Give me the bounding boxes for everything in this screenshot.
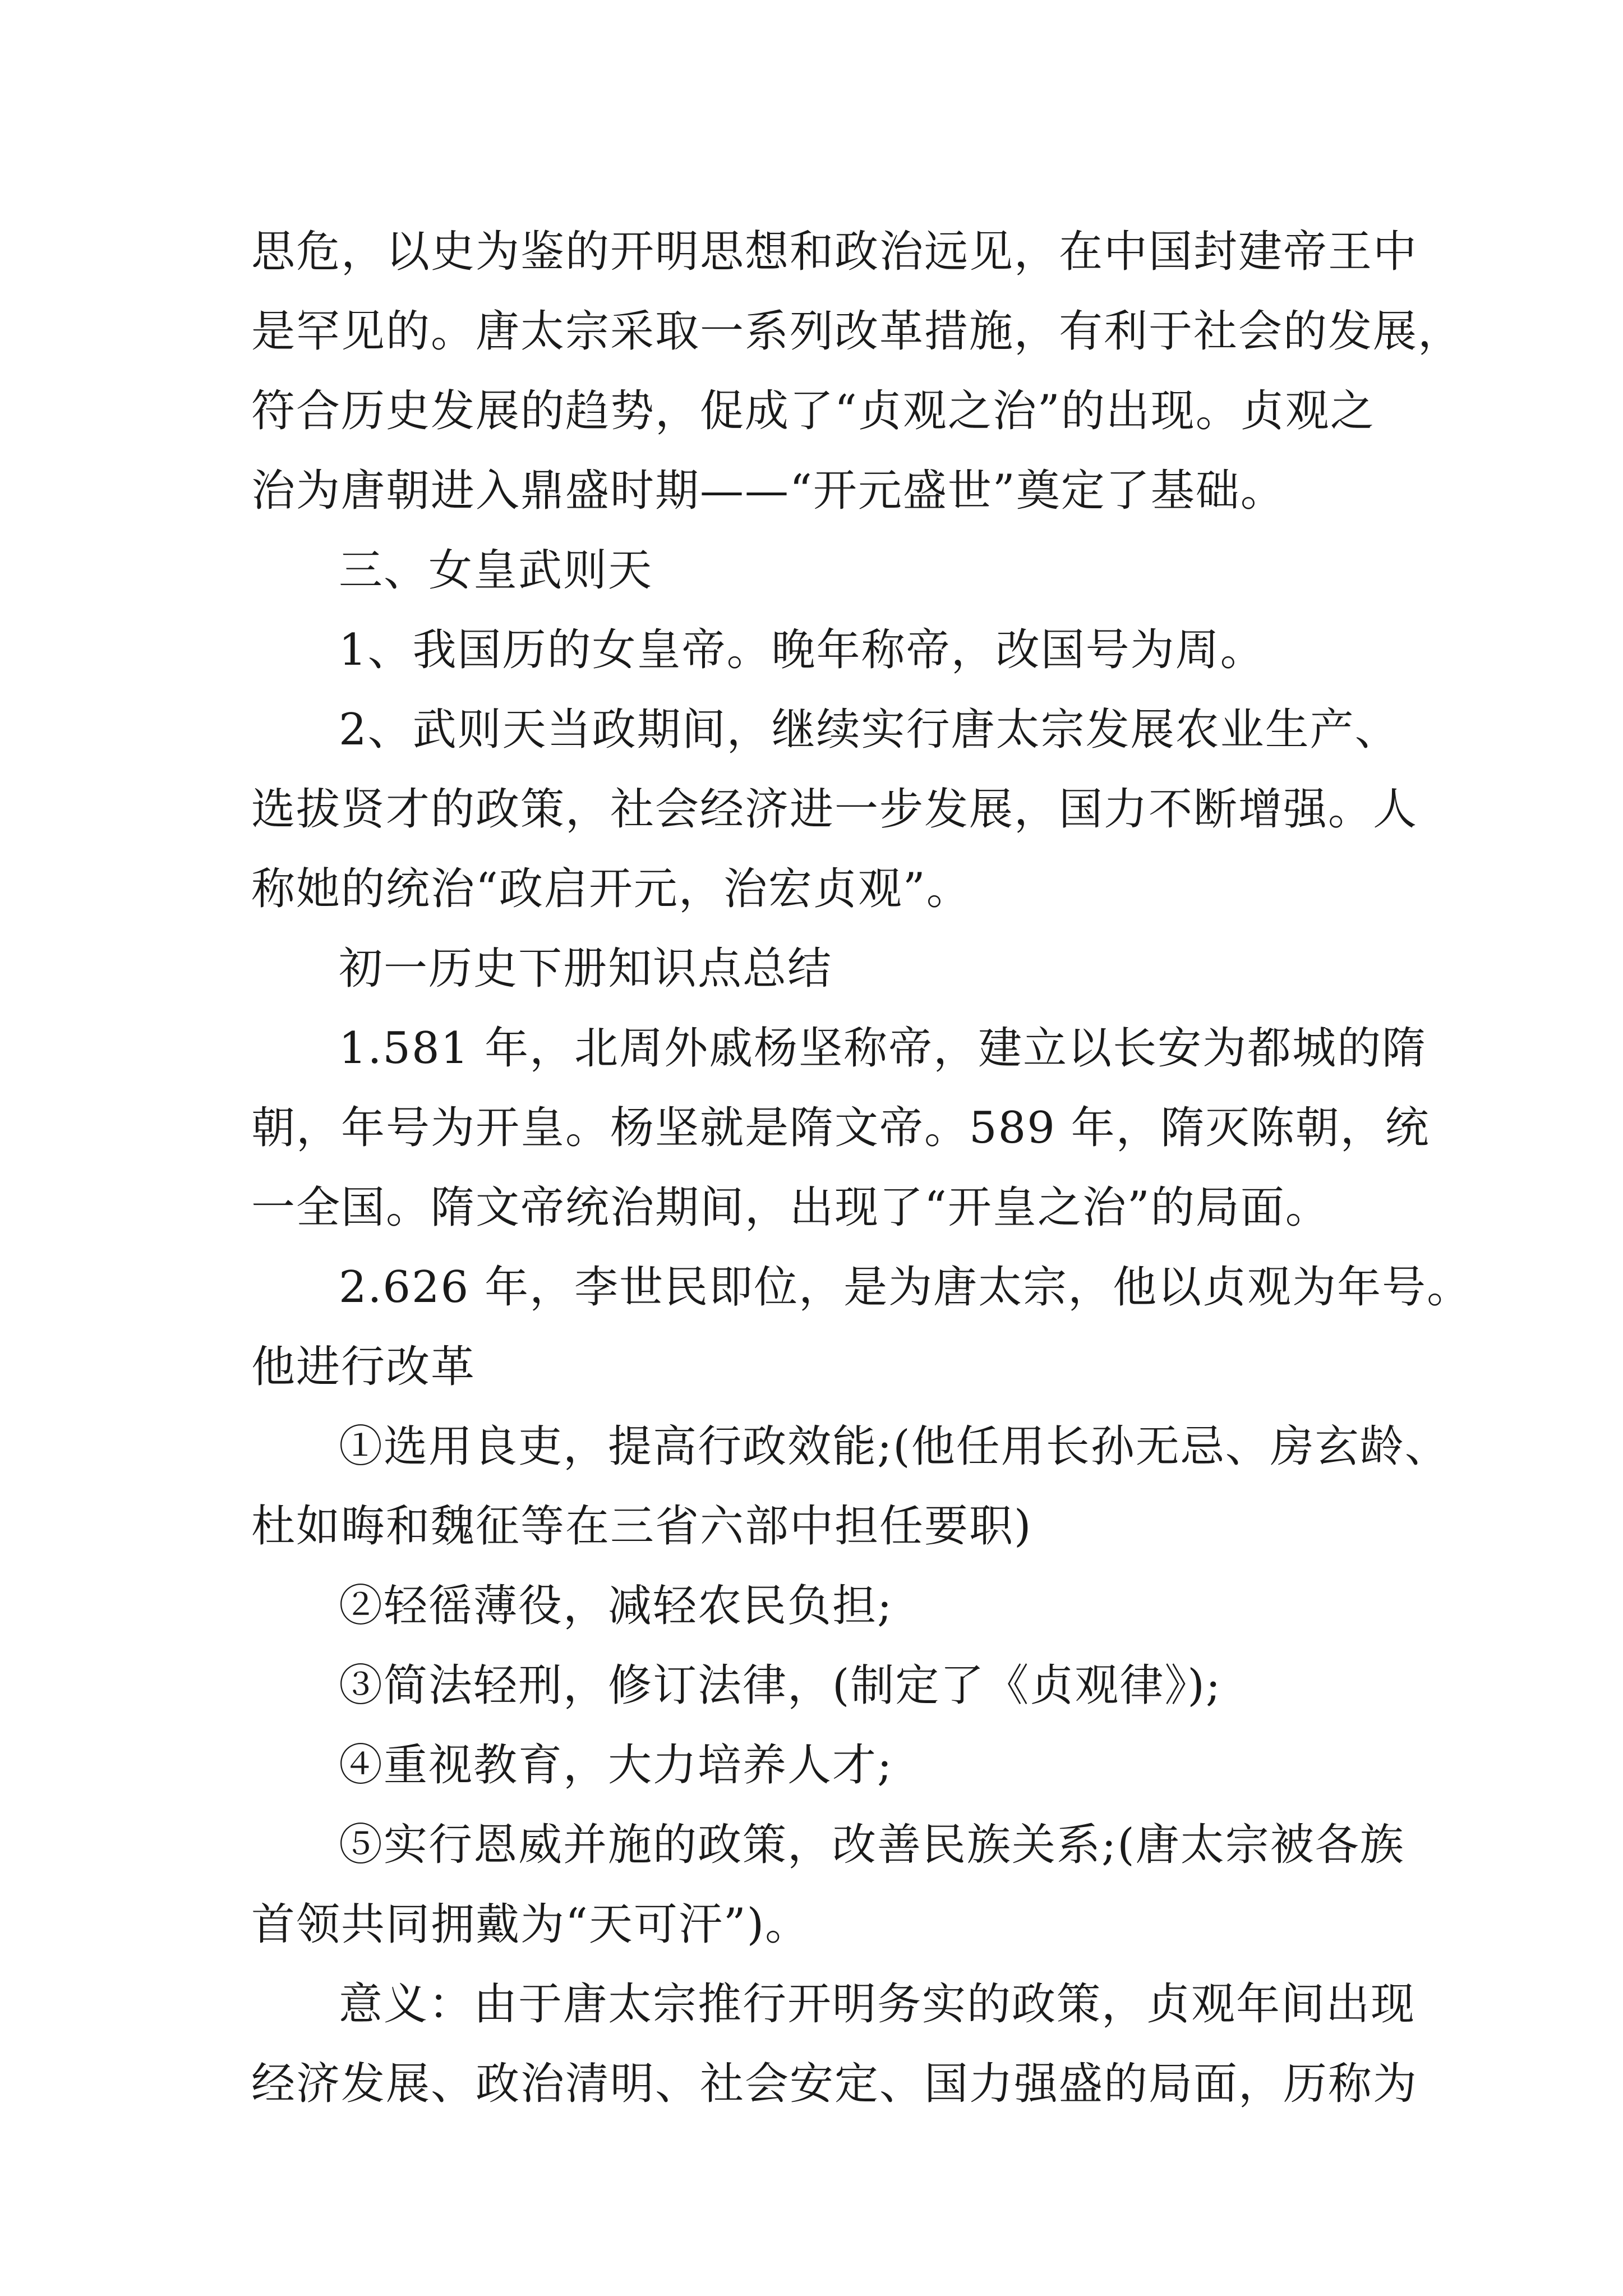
text-line: 1.581 年，北周外戚杨坚称帝，建立以长安为都城的隋 <box>339 1023 1427 1074</box>
text-line: 2.626 年，李世民即位，是为唐太宗，他以贞观为年号。 <box>339 1262 1472 1313</box>
text-line: 朝，年号为开皇。杨坚就是隋文帝。589 年，隋灭陈朝，统 <box>251 1103 1430 1153</box>
text-line: 1、我国历的女皇帝。晚年称帝，改国号为周。 <box>339 625 1265 675</box>
text-line: 首领共同拥戴为“天可汗”)。 <box>251 1899 810 1950</box>
section-heading: 三、女皇武则天 <box>339 545 653 596</box>
list-item: ④重视教育，大力培养人才; <box>339 1740 893 1791</box>
section-heading: 初一历史下册知识点总结 <box>339 944 833 994</box>
document-body <box>251 212 1472 2124</box>
list-item: ⑤实行恩威并施的政策，改善民族关系;(唐太宗被各族 <box>339 1820 1405 1870</box>
text-line: 选拔贤才的政策，社会经济进一步发展，国力不断增强。人 <box>251 784 1418 835</box>
text-line: 称她的统治“政启开元，治宏贞观”。 <box>251 864 971 914</box>
text-line: 经济发展、政治清明、社会安定、国力强盛的局面，历称为 <box>251 2059 1418 2109</box>
text-line: 是罕见的。唐太宗采取一系列改革措施，有利于社会的发展， <box>251 306 1463 357</box>
text-line: 治为唐朝进入鼎盛时期——“开元盛世”奠定了基础。 <box>251 466 1285 516</box>
text-line: 思危，以史为鉴的开明思想和政治远见，在中国封建帝王中 <box>251 227 1418 277</box>
text-line: 杜如晦和魏征等在三省六部中担任要职) <box>251 1501 1032 1552</box>
list-item: ②轻徭薄役，减轻农民负担; <box>339 1581 893 1631</box>
text-line: 他进行改革 <box>251 1342 476 1392</box>
text-line: 一全国。隋文帝统治期间，出现了“开皇之治”的局面。 <box>251 1182 1330 1233</box>
list-item: ③简法轻刑，修订法律，(制定了《贞观律》); <box>339 1660 1222 1711</box>
list-item: ①选用良吏，提高行政效能;(他任用长孙无忌、房玄龄、 <box>339 1421 1450 1472</box>
text-line: 符合历史发展的趋势，促成了“贞观之治”的出现。贞观之 <box>251 386 1375 436</box>
text-line: 2、武则天当政期间，继续实行唐太宗发展农业生产、 <box>339 705 1400 755</box>
text-line: 意义：由于唐太宗推行开明务实的政策，贞观年间出现 <box>339 1979 1416 2030</box>
